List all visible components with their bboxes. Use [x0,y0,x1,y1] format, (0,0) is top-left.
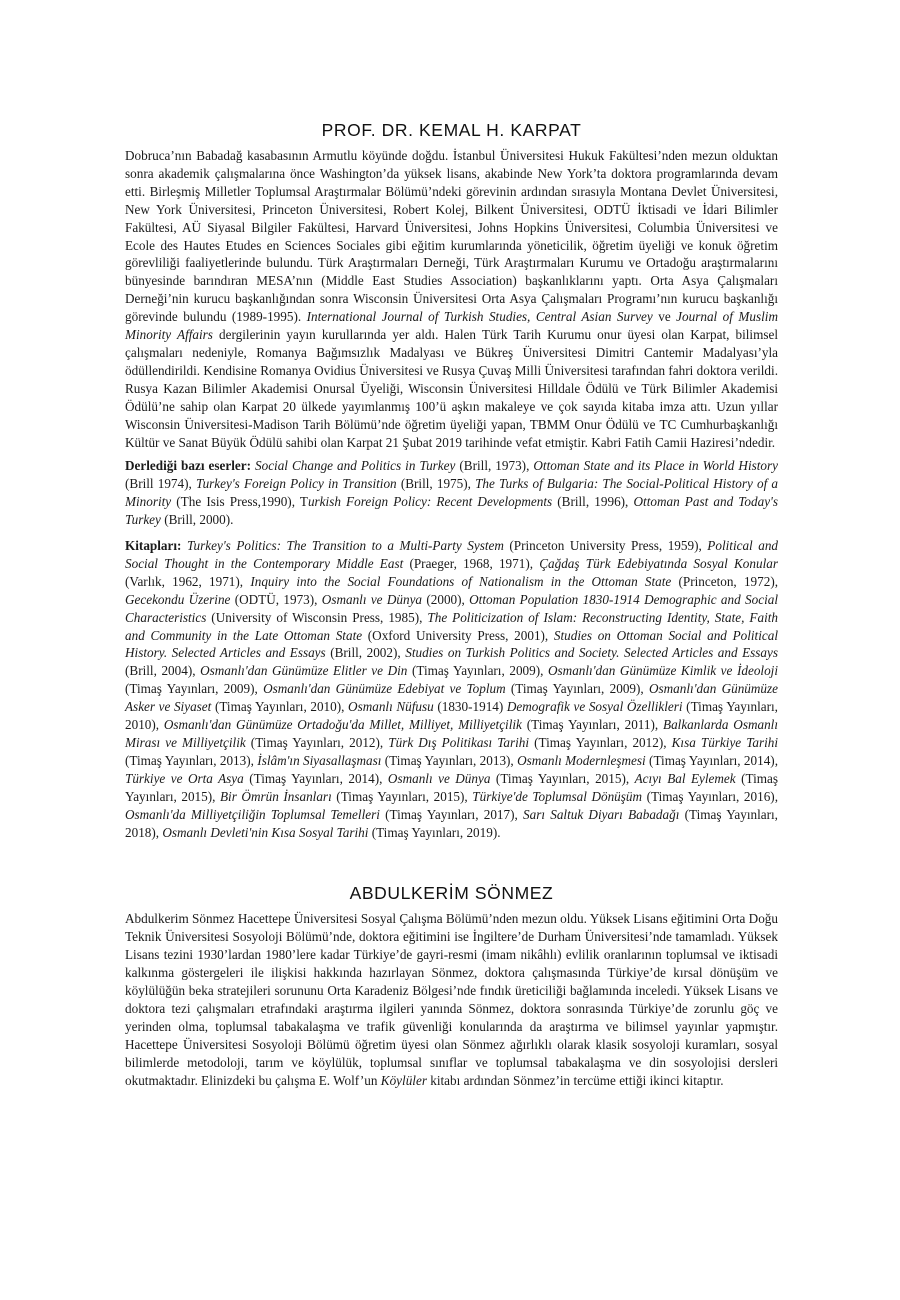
text-run: (ODTÜ, 1973), [230,591,322,607]
italic-title: Acıyı Bal Eylemek [634,770,736,786]
italic-title: Political and Social Thought in the Contemporary Middle East [125,538,779,571]
bio-paragraph [125,910,778,1089]
text-run: (Timaş Yayınları, 2017), [379,806,524,822]
books-list [125,538,778,840]
italic-title: Osmanlı Nüfusu [348,699,434,715]
text-run: (Timaş Yayınları, 2012), [529,735,672,750]
italic-title: Inquiry into the Social Foundations of Nationalism in the Ottoman State [250,573,672,589]
italic-title: Bir Ömrün İnsanları [220,788,332,804]
section-title: ABDULKERİM SÖNMEZ [349,883,554,904]
books-label: Kitapları: [125,538,182,554]
text-run: (Timaş Yayınları, 2009), [125,681,264,697]
italic-title: Osmanlı'da Milliyetçiliğin Toplumsal Temelleri [125,806,380,822]
italic-title: Çağdaş Türk Edebiyatında Sosyal Konular [539,555,778,571]
italic-title: The Politicization of Islam: Reconstructing Identity, State, Faith and Community in the Late Ottoman State [125,609,778,643]
text-run: (Princeton University Press, 1959), [503,538,708,554]
text-run: (Timaş Yayınları, 2014), [243,770,388,786]
text-run: (Timaş Yayınları, 2009), [505,681,649,697]
italic-title: Osmanlı ve Dünya [387,770,491,786]
text-run: ve [652,309,677,325]
bio-paragraph [125,147,778,451]
italic-title: İslâm'ın Siyasallaşması [257,752,382,768]
italic-title: urkish Foreign Policy: Recent Developments [307,494,553,510]
text-run: (Timaş Yayınları, 2018), [125,806,778,840]
text-run: (Timaş Yayınları, 2012), [245,735,389,750]
text-run: (Timaş Yayınları, 2015), [125,770,779,804]
text-run: (Brill, 2004), [125,663,201,679]
italic-title: Studies on Turkish Politics and Society. Selected Articles and Essays [405,645,778,661]
italic-title: Osmanlı'dan Günümüze Kimlik ve İdeoloji [548,663,779,679]
text-run: (Oxford University Press, 2001), [362,627,554,643]
italic-title: Kısa Türkiye Tarihi [671,735,778,750]
document-page [125,118,778,1090]
italic-title: Gecekondu Üzerine [125,591,231,607]
text-run: (Timaş Yayınları, 2015), [331,788,473,804]
text-run: (Timaş Yayınları, 2013), [125,752,258,768]
text-run: (Brill, 1996), [552,494,634,510]
text-run: (Praeger, 1968, 1971), [403,555,540,571]
edited-works-label: Derlediği bazı eserler: [125,458,251,474]
text-run: (Brill 1974), [125,476,196,492]
author-section-karpat [125,118,778,841]
italic-title: Türkiye'de Toplumsal Dönüşüm [472,788,643,804]
text-run: (2000), [422,591,470,607]
italic-title: Ottoman Past and Today's Turkey [125,494,779,528]
text-run: (Princeton, 1972), [671,573,779,589]
author-section-sonmez [125,881,778,1089]
italic-title: Ottoman Population 1830-1914 Demographic and Social Characteristics [125,591,778,625]
italic-title: Osmanlı'dan Günümüze Asker ve Siyaset [125,681,778,715]
text-run: Abdulkerim Sönmez Hacettepe Üniversitesi Sosyal Çalışma Bölümü’nden mezun oldu. Yüksek Lisans eğitimini Orta Doğu Teknik Üniversitesi Sosyoloji Bölümü’nde, doktora eğitimini ise İngiltere’de Durham Üniversitesi’nde tamamladı. Yüksek Lisans tezini 1930’lardan 1980’lere kadar Türkiye’de gayri-resmi (imam nikâhlı) evlilik oranlarının toplumsal ve iktisadi kalkınma göstergeleri ile ilişkisi hakkında hazırlayan Sönmez, doktora çalışmasında Türkiye’de kırsal dönüşüm ve köylülüğün beka stratejileri sorununu Orta Karadeniz Bölgesi’nde fındık üreticiliği bağlamında inceledi. Yüksek Lisans ve doktora tezi çalışmaları etrafındaki araştırma ilgileri yanında Sönmez, doktora sonrasında Türkiye’de zorunlu göç ve yerinden olma, toplumsal tabakalaşma ve trafik güvenliği konularında da araştırma ve bilimsel yayınlar yapmıştır. Hacettepe Üniversitesi Sosyoloji Bölümü öğretim üyesi olan Sönmez ağırlıklı olarak klasik sosyoloji kuramları, sosyal bilimlerde metodoloji, tarım ve köylülük, toplumsal sınıflar ve toplumsal tabakalaşma ve din sosyolojisi dersleri okutmaktadır. Elinizdeki bu çalışma E. Wolf’un [125,911,778,1088]
italic-title: Journal of Muslim Minority Affairs [125,309,778,343]
edited-works-paragraph [125,457,778,529]
text-run: (Timaş Yayınları, 2015), [490,770,635,786]
italic-title: Social Change and Politics in Turkey [255,458,456,474]
italic-title: International Journal of Turkish Studies, Central Asian Survey [306,309,653,325]
text-run: (Timaş Yayınları, 2011), [521,717,664,733]
italic-title: Osmanlı'dan Günümüze Ortadoğu'da Millet, Milliyet, Milliyetçilik [163,717,522,733]
text-run: kitabı ardından Sönmez’in tercüme ettiği ikinci kitaptır. [426,1072,724,1088]
italic-title: Osmanlı Modernleşmesi [517,752,646,768]
text-run: (The Isis Press,1990), T [171,494,308,510]
text-run: (Brill, 2002), [325,645,406,661]
text-run: dergilerinin yayın kurullarında yer aldı. Halen Türk Tarih Kurumu onur üyesi olan Karpat, bilimsel çalışmaları nedeniyle, Romanya Bağımsızlık Madalyası ve Bükreş Üniversitesi Dimitri Cantemir Madalyası’yla ödüllendirildi. Kendisine Romanya Ovidius Üniversitesi ve Rusya Çuvaş Milli Üniversitesi tarafından fahri doktora verildi. Rusya Kazan Bilimler Akademisi Onursal Üyeliği, Wisconsin Üniversitesi Hilldale Ödülü ve Türk Bilimler Akademisi Ödülü’ne sahip olan Karpat 20 ülkede yayımlanmış 100’ü aşkın makaleye ve çok sayıda kitaba imza attı. Uzun yıllar Wisconsin Üniversitesi-Madison Tarih Bölümü’nde öğretim üyeliği yapan, TBMM Onur Ödülü ve TC Cumhurbaşkanlığı Kültür ve Sanat Büyük Ödülü sahibi olan Karpat 21 Şubat 2019 tarihinde vefat etmiştir. Kabri Fatih Camii Haziresi’ndedir. [125,327,778,450]
italic-title: Osmanlı ve Dünya [321,591,423,607]
italic-title: Ottoman State and its Place in World History [533,458,778,474]
italic-title: Osmanlı'dan Günümüze Elitler ve Din [200,663,408,679]
italic-title: Köylüler [380,1072,427,1088]
italic-title: Turkey's Foreign Policy in Transition [195,476,397,492]
text-run: (Timaş Yayınları, 2013), [381,752,518,768]
text-run: (University of Wisconsin Press, 1985), [206,609,428,625]
italic-title: Studies on Ottoman Social and Political History. Selected Articles and Essays [125,627,778,661]
text-run: (Timaş Yayınları, 2010), [211,699,349,715]
text-run: (Brill, 1973), [455,458,534,474]
italic-title: Osmanlı'dan Günümüze Edebiyat ve Toplum [263,681,506,697]
text-run: Dobruca’nın Babadağ kasabasının Armutlu köyünde doğdu. İstanbul Üniversitesi Hukuk Fakültesi’nden mezun olduktan sonra akademik çalışmalarına önce Washington’da yüksek lisans, akabinde New York’ta doktora programlarında devam etti. Birleşmiş Milletler Toplumsal Araştırmalar Bölümü’ndeki görevinin ardından sırasıyla Montana Devlet Üniversitesi, New York Üniversitesi, Princeton Üniversitesi, Robert Kolej, Bilkent Üniversitesi, ODTÜ İktisadi ve İdari Bilimler Fakültesi, AÜ Siyasal Bilgiler Fakültesi, Harvard Üniversitesi, Johns Hopkins Üniversitesi, Columbia Üniversitesi ve Ecole des Hautes Etudes en Sciences Sociales gibi eğitim kurumlarında yöneticilik, öğretim üyeliği ve konuk öğretim görevliliği faaliyetlerinde bulundu. Türk Araştırmaları Derneği, Türk Araştırmaları Kurumu ve Ortadoğu araştırmalarını bünyesinde barındıran MESA’nın (Middle East Studies Association) başkanlıklarını yaptı. Orta Asya Çalışmaları Derneği’nin kurucu başkanlığından sonra Wisconsin Üniversitesi Orta Asya Çalışmaları Programı’nın kurucu başkanlığı görevinde bulundu (1989-1995). [125,148,778,325]
italic-title: Osmanlı Devleti'nin Kısa Sosyal Tarihi [162,824,369,840]
italic-title: Türk Dış Politikası Tarihi [388,735,530,750]
italic-title: The Turks of Bulgaria: The Social-Political History of a Minority [125,476,778,510]
italic-title: Sarı Saltuk Diyarı Babadağı [523,806,680,822]
text-run: (Timaş Yayınları, 2010), [125,699,778,733]
text-run: (Timaş Yayınları, 2009), [407,663,549,679]
text-run: (1830-1914) [433,699,507,715]
text-run: (Brill, 2000). [160,512,234,528]
text-run: (Brill, 1975), [396,476,476,492]
books-paragraph [125,537,778,841]
section-title: PROF. DR. KEMAL H. KARPAT [321,120,582,140]
text-run: (Timaş Yayınları, 2014), [645,752,778,768]
text-run: (Timaş Yayınları, 2019). [368,824,501,840]
italic-title: Turkey's Politics: The Transition to a Multi-Party System [186,538,504,554]
text-run: (Timaş Yayınları, 2016), [642,788,778,804]
italic-title: Balkanlarda Osmanlı Mirası ve Milliyetçilik [125,717,778,750]
text-run: (Varlık, 1962, 1971), [125,573,251,589]
italic-title: Türkiye ve Orta Asya [125,770,244,786]
italic-title: Demografik ve Sosyal Özellikleri [506,699,683,715]
